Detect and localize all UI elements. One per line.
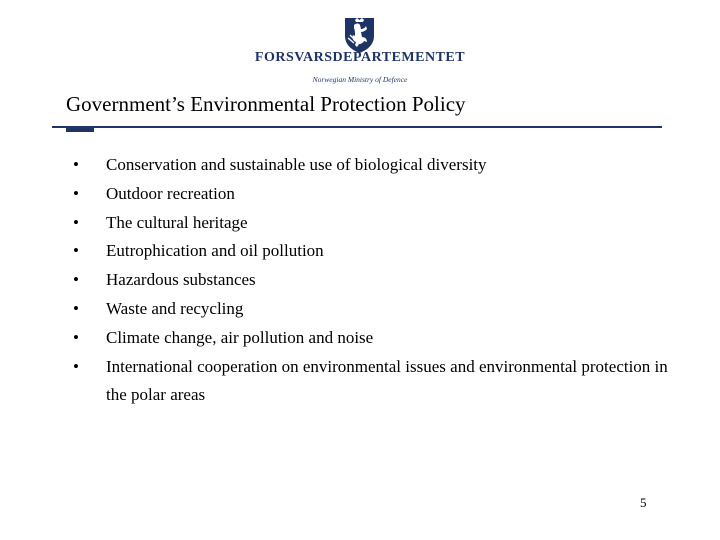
ministry-name: FORSVARSDEPARTEMENTET [254, 50, 466, 65]
coat-of-arms-icon [343, 16, 376, 54]
slide-title: Government’s Environmental Protection Policy [66, 92, 466, 116]
bullet-marker: • [73, 183, 79, 203]
bullet-marker: • [73, 298, 79, 318]
page-number: 5 [640, 495, 647, 510]
bullet-item [73, 237, 673, 266]
bullet-marker: • [73, 155, 79, 174]
bullet-text: Conservation and sustainable use of biological diversity [106, 155, 487, 174]
bullet-item [73, 151, 673, 180]
bullet-text: Waste and recycling [106, 298, 244, 318]
bullet-item [73, 324, 673, 353]
bullet-item [73, 209, 673, 238]
title-divider-accent [66, 128, 94, 132]
bullet-list [73, 151, 673, 410]
bullet-item [73, 266, 673, 295]
bullet-text: Eutrophication and oil pollution [106, 241, 324, 261]
bullet-text: Climate change, air pollution and noise [106, 327, 374, 347]
bullet-item [73, 180, 673, 209]
title-divider [52, 126, 662, 128]
bullet-marker: • [73, 356, 79, 376]
ministry-subtitle: Norwegian Ministry of Defence [312, 75, 408, 84]
bullet-text: Hazardous substances [106, 270, 256, 290]
bullet-item [73, 295, 673, 324]
bullet-text: International cooperation on environmental issues and environmental protection in the polar areas [106, 356, 668, 405]
bullet-marker: • [73, 241, 79, 261]
bullet-marker: • [73, 270, 79, 290]
bullet-marker: • [73, 212, 79, 232]
bullet-text: Outdoor recreation [106, 183, 235, 203]
bullet-item [73, 353, 673, 411]
bullet-text: The cultural heritage [106, 212, 248, 232]
bullet-marker: • [73, 327, 79, 347]
